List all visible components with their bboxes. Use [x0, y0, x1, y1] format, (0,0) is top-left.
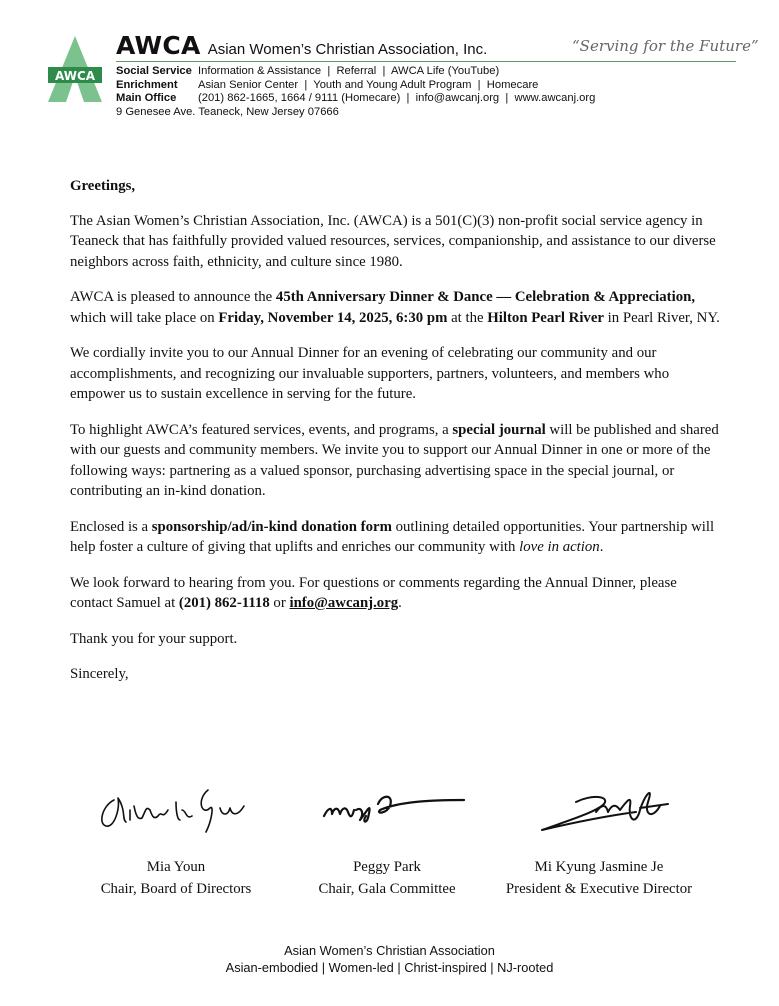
- paragraph-enclosure: [70, 517, 720, 558]
- text: .: [599, 539, 604, 555]
- event-datetime: Friday, November 14, 2025, 6:30 pm: [218, 309, 448, 326]
- signer-title: Chair, Gala Committee: [318, 881, 456, 897]
- logo-text: AWCA: [54, 69, 96, 83]
- signer-mi-kyung-jasmine-je: [494, 856, 704, 900]
- footer-motto: Asian-embodied | Women-led | Christ-inspired | NJ-rooted: [225, 960, 554, 975]
- text: will be published and shared with our guests and community members. We invite you to support our Annual Dinner in one or more of the following ways: partnering as a valued sponsor, purchasing advertising space in the special journal, or contributing an in-kind donation.: [70, 421, 719, 499]
- info-label: Social Service: [116, 65, 192, 77]
- thank-you: Thank you for your support.: [70, 630, 238, 647]
- text: AWCA is pleased to announce the: [70, 289, 276, 305]
- info-row-social-service: [116, 65, 595, 79]
- signer-mia-youn: [86, 856, 266, 900]
- text: at the: [447, 309, 488, 326]
- signature-peggy-park: [318, 780, 468, 840]
- signature-mia-youn: [96, 780, 261, 840]
- info-row-main-office: [116, 92, 595, 106]
- info-row-enrichment: [116, 79, 595, 93]
- paragraph-announcement: [70, 287, 720, 328]
- org-abbreviation: AWCA: [116, 31, 201, 60]
- contact-email-link[interactable]: info@awcanj.org: [289, 595, 399, 611]
- info-label: Main Office: [116, 92, 177, 104]
- text: or: [269, 595, 290, 611]
- office-address: 9 Genesee Ave. Teaneck, New Jersey 07666: [116, 105, 339, 118]
- closing: Sincerely,: [70, 666, 129, 682]
- org-full-name: Asian Women’s Christian Association, Inc.: [207, 41, 488, 58]
- love-in-action: love in action: [519, 539, 600, 555]
- paragraph-contact: [70, 573, 720, 614]
- header-divider: [116, 61, 736, 62]
- text: Enclosed is a: [70, 518, 152, 535]
- awca-logo: [48, 36, 102, 102]
- event-venue: Hilton Pearl River: [487, 309, 604, 326]
- letter-body: [70, 176, 720, 700]
- text: .: [398, 595, 402, 611]
- paragraph-intro: The Asian Women’s Christian Association, Inc. (AWCA) is a 501(C)(3) non-profit social service agency in Teaneck that has faithfully provided valued resources, services, companionship, and assistance to our diverse neighbors across faith, ethnicity, and culture since 1980.: [70, 212, 716, 270]
- signer-title: President & Executive Director: [505, 881, 693, 897]
- info-value: Information & Assistance | Referral | AWCA Life (YouTube): [198, 65, 500, 77]
- paragraph-invitation: We cordially invite you to our Annual Dinner for an evening of celebrating our community and our accomplishments, and recognizing our invaluable supporters, partners, volunteers, and members who empower us to sustain excellence in serving for the future.: [70, 345, 670, 402]
- text: which will take place on: [70, 309, 219, 326]
- special-journal: special journal: [452, 421, 546, 438]
- signer-title: Chair, Board of Directors: [100, 881, 252, 897]
- signer-name: Mi Kyung Jasmine Je: [534, 859, 664, 875]
- signer-name: Peggy Park: [353, 859, 421, 875]
- greeting: Greetings,: [70, 178, 136, 194]
- footer: [0, 942, 779, 976]
- text: in Pearl River, NY.: [603, 309, 720, 326]
- info-value: (201) 862-1665, 1664 / 9111 (Homecare) | info@awcanj.org | www.awcanj.org: [198, 92, 596, 104]
- text: To highlight AWCA’s featured services, events, and programs, a: [70, 421, 453, 438]
- info-label: Enrichment: [116, 78, 178, 91]
- event-name: 45th Anniversary Dinner & Dance — Celebration & Appreciation,: [275, 289, 696, 305]
- paragraph-journal: [70, 420, 720, 502]
- text: We look forward to hearing from you. For questions or comments regarding the Annual Dinner, please contact Samuel at: [70, 574, 677, 611]
- text: outlining detailed opportunities. Your partnership will help foster a culture of giving that uplifts and enriches our community with: [70, 518, 715, 555]
- footer-org-name: Asian Women’s Christian Association: [284, 943, 495, 958]
- signature-mi-kyung-jasmine-je: [536, 780, 676, 840]
- tagline: “Serving for the Future”: [572, 37, 759, 55]
- letterhead-info: [116, 65, 595, 119]
- signer-name: Mia Youn: [146, 859, 206, 875]
- signer-peggy-park: [297, 856, 477, 900]
- organization-name: [116, 31, 487, 60]
- contact-phone: (201) 862-1118: [178, 595, 270, 611]
- info-value: Asian Senior Center | Youth and Young Adult Program | Homecare: [198, 78, 539, 91]
- donation-form: sponsorship/ad/in-kind donation form: [151, 518, 392, 535]
